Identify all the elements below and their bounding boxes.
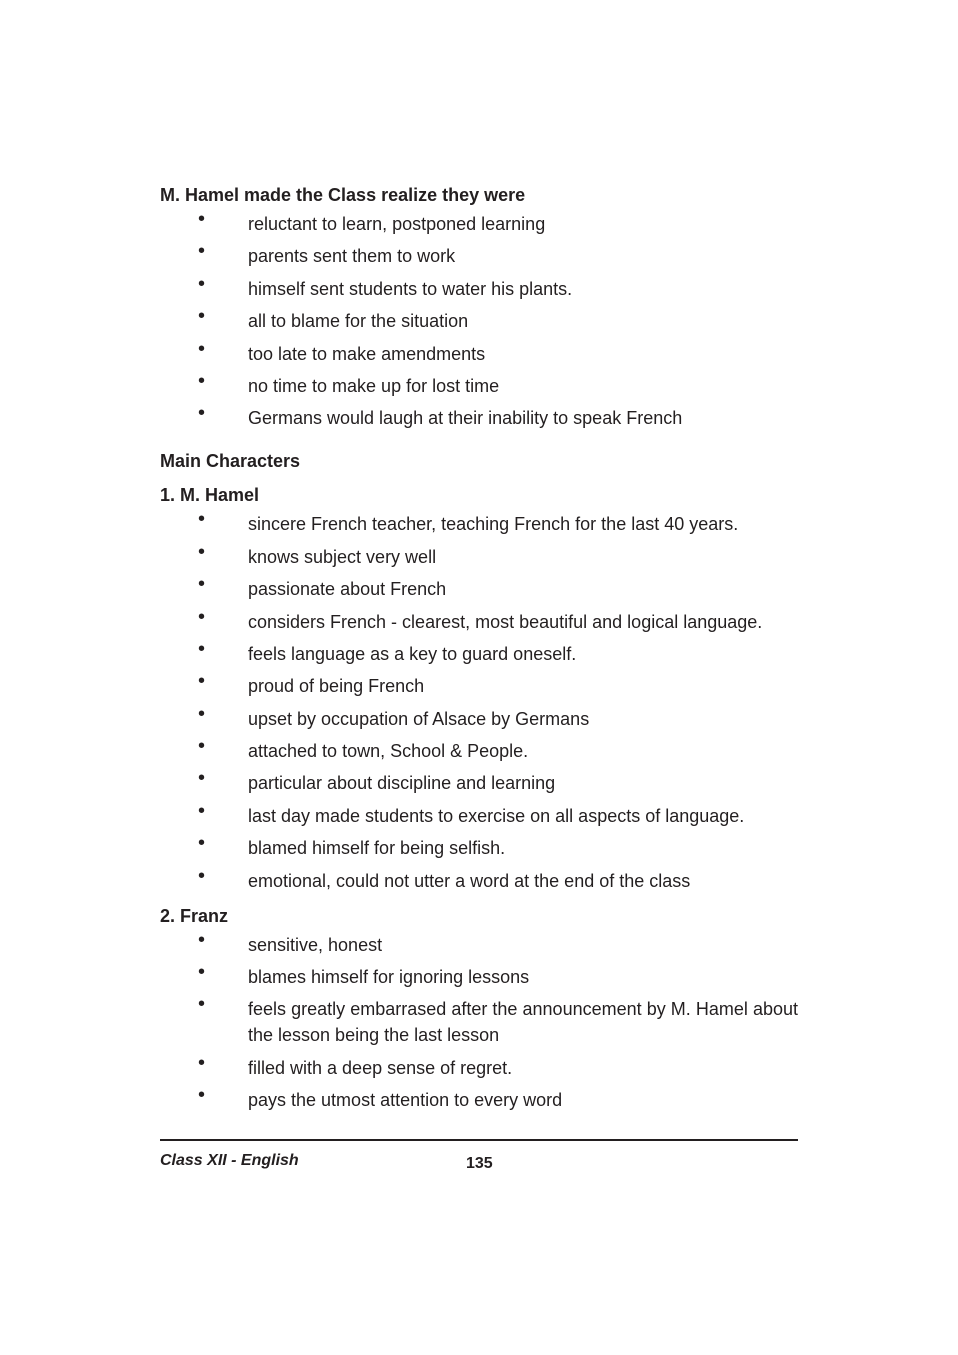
- bullet-icon: •: [198, 337, 206, 360]
- section-heading-franz: 2. Franz: [160, 905, 229, 926]
- list-item: • pays the utmost attention to every word: [198, 1084, 563, 1111]
- list-item: • particular about discipline and learning: [198, 767, 556, 794]
- bullet-icon: •: [198, 240, 206, 263]
- bullet-icon: •: [198, 928, 206, 951]
- bullet-icon: •: [198, 670, 206, 693]
- realization-list: [160, 208, 798, 431]
- bullet-icon: •: [198, 637, 206, 660]
- list-item: • blames himself for ignoring lessons: [198, 961, 530, 988]
- bullet-icon: •: [198, 605, 206, 628]
- bullet-icon: •: [198, 305, 206, 328]
- list-item: • Germans would laugh at their inability to speak French: [198, 402, 683, 429]
- list-item: • upset by occupation of Alsace by Germans: [198, 702, 590, 729]
- m-hamel-list: [160, 508, 798, 893]
- bullet-icon: •: [198, 832, 206, 855]
- bullet-icon: •: [198, 402, 206, 425]
- franz-list: [160, 928, 798, 1114]
- section-heading-main-characters: Main Characters: [160, 451, 301, 472]
- list-item: • parents sent them to work: [198, 240, 456, 267]
- bullet-icon: •: [198, 799, 206, 822]
- list-item: • sensitive, honest: [198, 928, 383, 955]
- footer-class-label: Class XII - English: [160, 1152, 299, 1169]
- list-item: • attached to town, School & People.: [198, 735, 529, 762]
- list-item: • considers French - clearest, most beautiful and logical language.: [198, 605, 763, 632]
- list-item: • no time to make up for lost time: [198, 369, 500, 396]
- bullet-icon: •: [198, 272, 206, 295]
- list-item: • knows subject very well: [198, 540, 437, 567]
- page-number: 135: [466, 1155, 493, 1172]
- bullet-icon: •: [198, 508, 206, 531]
- list-item: • feels language as a key to guard oneself.: [198, 637, 577, 664]
- footer-divider: [160, 1139, 798, 1141]
- bullet-icon: •: [198, 993, 206, 1016]
- section-heading-realization: M. Hamel made the Class realize they were: [160, 185, 526, 205]
- bullet-icon: •: [198, 767, 206, 790]
- list-item: • blamed himself for being selfish.: [198, 832, 506, 859]
- list-item: • himself sent students to water his plants.: [198, 272, 573, 299]
- bullet-icon: •: [198, 961, 206, 984]
- bullet-icon: •: [198, 369, 206, 392]
- list-item: • sincere French teacher, teaching French for the last 40 years.: [198, 508, 739, 535]
- list-item: • too late to make amendments: [198, 337, 486, 364]
- bullet-icon: •: [198, 702, 206, 725]
- list-item: • all to blame for the situation: [198, 305, 469, 332]
- list-item: • passionate about French: [198, 573, 447, 600]
- page-content: [160, 183, 798, 1120]
- list-item: • reluctant to learn, postponed learning: [198, 208, 546, 234]
- list-item: • proud of being French: [198, 670, 425, 697]
- bullet-icon: •: [198, 573, 206, 596]
- bullet-icon: •: [198, 540, 206, 563]
- bullet-icon: •: [198, 1084, 206, 1107]
- list-item: • last day made students to exercise on all aspects of language.: [198, 799, 745, 826]
- bullet-icon: •: [198, 864, 206, 887]
- list-item: • emotional, could not utter a word at the end of the class: [198, 864, 691, 891]
- list-item: • filled with a deep sense of regret.: [198, 1051, 513, 1078]
- bullet-icon: •: [198, 1051, 206, 1074]
- bullet-icon: •: [198, 208, 206, 230]
- list-item: • feels greatly embarrased after the announcement by M. Hamel about the lesson being the last lesson: [198, 993, 798, 1046]
- section-heading-m-hamel: 1. M. Hamel: [160, 485, 260, 506]
- bullet-icon: •: [198, 735, 206, 758]
